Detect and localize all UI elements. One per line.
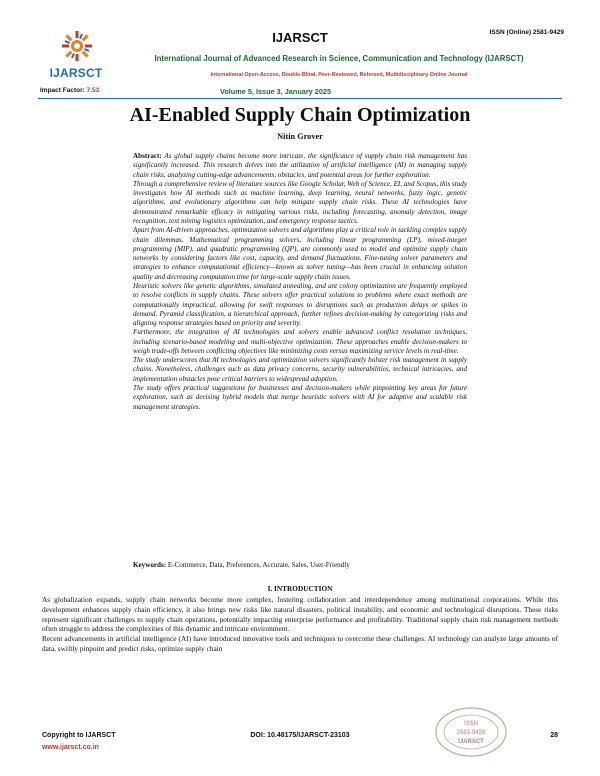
abstract xyxy=(133,152,467,412)
impact-factor xyxy=(40,87,99,94)
section-heading-introduction: I. INTRODUCTION xyxy=(267,584,333,593)
page-number: 28 xyxy=(550,732,558,739)
abstract-paragraph: Heuristic solvers like genetic algorithms, simulated annealing, and ant colony optimization are frequently employed to resolve conflicts in supply chains. These solvers offer practical solutions to problems where exact methods are computationally impractical, allowing for swift responses to disruptions such as production delays or spikes in demand. Pyramid classification, a hierarchical approach, further refines decision-making by categorizing risks and aligning response strategies based on priority and severity. xyxy=(133,281,467,328)
stamp-line-3: IJARSCT xyxy=(458,739,484,745)
logo-wordmark: IJARSCT xyxy=(49,66,103,80)
abstract-paragraph: The study underscores that AI technologies and optimization solvers significantly bolster risk management in supply chains. Nonetheless, challenges such as data privacy concerns, security vulnerabilities, technical intricacies, and implementation obstacles pose critical barriers to widespread adoption. xyxy=(133,356,467,383)
footer-website-link[interactable]: www.ijarsct.co.in xyxy=(42,744,99,751)
introduction-body xyxy=(42,595,558,654)
impact-factor-value: 7.53 xyxy=(86,87,100,94)
body-paragraph: Recent advancements in artificial intelligence (AI) have introduced innovative tools and techniques to overcome these challenges. AI technology can analyze large amounts of data, swiftly pinpoint and predict risks, optimize supply chain xyxy=(42,634,558,653)
issn: ISSN (Online) 2581-9429 xyxy=(489,29,564,36)
journal-short-name: IJARSCT xyxy=(272,30,328,45)
journal-full-name: International Journal of Advanced Research in Science, Communication and Technology (IJARSCT) xyxy=(154,54,524,63)
abstract-paragraph: Through a comprehensive review of literature sources like Google Scholar, Web of Science, EI, and Scopus, this study investigates how AI methods such as machine learning, deep learning, neural networks, fuzzy logic, genetic algorithms, and evolutionary algorithms can help mitigate supply chain risks. These AI technologies have demonstrated remarkable efficacy in mitigating various risks, including forecasting, anomaly detection, image recognition, text mining logistics optimization, and emergency response tactics. xyxy=(133,179,467,225)
abstract-paragraph: Apart from AI-driven approaches, optimization solvers and algorithms play a critical role in tackling complex supply chain dilemmas. Mathematical programming solvers, including linear programming (LP), mixed-integer programming (MIP), and quadratic programming (QP), are commonly used to model and optimize supply chain networks by considering factors like cost, capacity, and demand fluctuations. Fine-tuning solver parameters and strategies to enhance computational efficiency—known as solver tuning—has been crucial in enhancing solution quality and decreasing computation time for large-scale supply chain issues. xyxy=(133,226,467,281)
volume-issue: Volume 5, Issue 3, January 2025 xyxy=(220,87,331,96)
keywords-text: E-Commerce, Data, Preferences, Accurate, Sales, User-Friendly xyxy=(166,561,350,569)
abstract-paragraph-text: As global supply chains become more intricate, the significance of supply chain risk management has significantly increased. This research delves into the utilization of artificial intelligence (AI) in managing supply chain risks, analyzing cutting-edge advancements, obstacles, and potential areas for further exploration. xyxy=(133,152,467,179)
body-paragraph: As globalization expands, supply chain networks become more complex, fostering collaboration and interdependence among multinational corporations. While this development enhances supply chain efficiency, it also brings new risks like natural disasters, political instability, and economic and technological disruptions. These risks represent significant challenges to supply chain operations, potentially impacting enterprise performance and profitability. Traditional supply chain risk management methods often struggle to address the complexities of this dynamic and intricate environment. xyxy=(42,595,558,634)
stamp-line-2: 2581-9429 xyxy=(456,730,486,736)
footer-doi: DOI: 10.48175/IJARSCT-23103 xyxy=(250,732,350,739)
footer-copyright: Copyright to IJARSCT xyxy=(42,732,116,739)
impact-factor-label: Impact Factor: xyxy=(40,87,87,94)
paper-author: Nitin Grover xyxy=(277,132,323,141)
abstract-label: Abstract: xyxy=(133,152,162,160)
abstract-paragraph: Furthermore, the integration of AI technologies and solvers enable advanced conflict resolution techniques, including scenario-based modeling and multi-objective optimization. These approaches enable decision-makers to weigh trade-offs between conflicting objectives like minimizing costs versus maximizing service levels in real-time. xyxy=(133,328,467,355)
header-divider xyxy=(38,98,562,99)
keywords-label: Keywords: xyxy=(133,561,167,569)
keywords xyxy=(133,561,467,570)
paper-title: AI-Enabled Supply Chain Optimization xyxy=(129,104,471,126)
journal-tagline: International Open-Access, Double-Blind, Peer-Reviewed, Refereed, Multidisciplinary Online Journal xyxy=(210,72,468,78)
stamp-line-1: ISSN xyxy=(463,721,479,727)
abstract-paragraph: The study offers practical suggestions for businesses and decision-makers while pinpointing key areas for future exploration, such as devising hybrid models that merge heuristic solvers with AI for adaptive and scalable risk management strategies. xyxy=(133,384,467,411)
logo-sunburst-icon xyxy=(62,31,92,61)
abstract-paragraph xyxy=(133,152,467,180)
